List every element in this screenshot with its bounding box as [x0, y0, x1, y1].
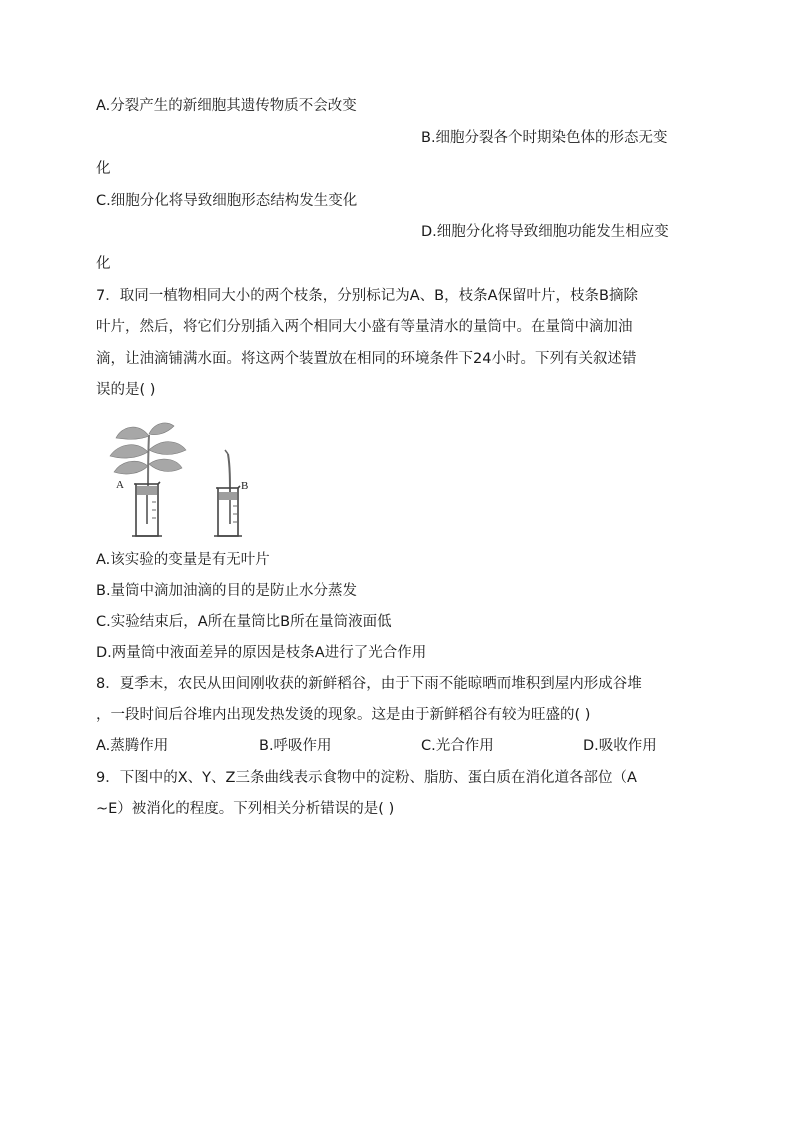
- q8-option-a: A.蒸腾作用: [96, 738, 169, 754]
- q7-stem-line-2: 叶片，然后，将它们分别插入两个相同大小盛有等量清水的量筒中。在量筒中滴加油: [96, 319, 633, 335]
- q7-option-a: A.该实验的变量是有无叶片: [96, 552, 270, 568]
- q7-stem-line-4: 误的是( ): [96, 382, 156, 398]
- q6-option-a: A.分裂产生的新细胞其遗传物质不会改变: [96, 98, 357, 114]
- q9-stem-line-1: 9．下图中的X、Y、Z三条曲线表示食物中的淀粉、脂肪、蛋白质在消化道各部位（A: [96, 770, 637, 786]
- q6-option-b-continued: 化: [96, 161, 111, 177]
- q8-stem-line-2: ，一段时间后谷堆内出现发热发烫的现象。这是由于新鲜稻谷有较为旺盛的( ): [96, 707, 591, 723]
- q6-option-d-continued: 化: [96, 256, 111, 272]
- q7-option-d: D.两量筒中液面差异的原因是枝条A进行了光合作用: [96, 645, 427, 661]
- q8-stem-line-1: 8．夏季末，农民从田间刚收获的新鲜稻谷，由于下雨不能晾晒而堆积到屋内形成谷堆: [96, 676, 642, 692]
- q8-option-d: D.吸收作用: [583, 738, 657, 754]
- q7-option-c: C.实验结束后，A所在量筒比B所在量筒液面低: [96, 614, 392, 630]
- q8-option-b: B.呼吸作用: [259, 738, 332, 754]
- q8-option-c: C.光合作用: [421, 738, 494, 754]
- q7-stem-line-3: 滴，让油滴铺满水面。将这两个装置放在相同的环境条件下24小时。下列有关叙述错: [96, 351, 637, 367]
- q7-experiment-figure: [104, 420, 264, 540]
- q7-option-b: B.量筒中滴加油滴的目的是防止水分蒸发: [96, 583, 358, 599]
- q6-option-c: C.细胞分化将导致细胞形态结构发生变化: [96, 193, 358, 209]
- figure-label-b: B: [241, 480, 249, 492]
- q6-option-d: D.细胞分化将导致细胞功能发生相应变: [421, 224, 669, 240]
- q7-stem-line-1: 7．取同一植物相同大小的两个枝条，分别标记为A、B，枝条A保留叶片，枝条B摘除: [96, 288, 638, 304]
- q9-stem-line-2: ~E）被消化的程度。下列相关分析错误的是( ): [96, 801, 395, 817]
- figure-label-a: A: [116, 479, 124, 491]
- q6-option-b: B.细胞分裂各个时期染色体的形态无变: [421, 130, 668, 146]
